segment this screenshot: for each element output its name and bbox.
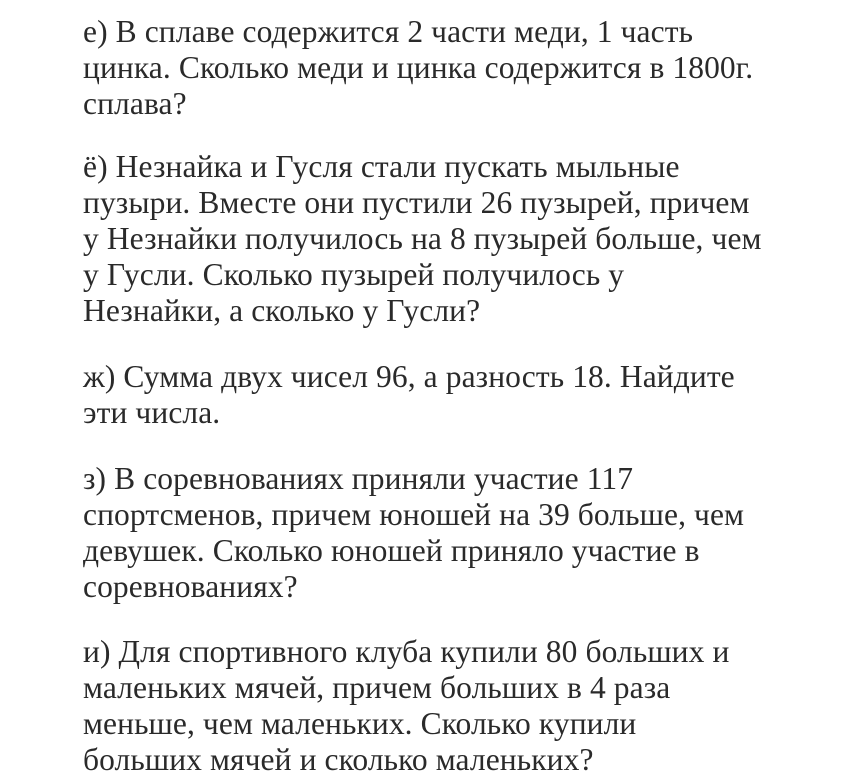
problem-e-line-1: е) В сплаве содержится 2 части меди, 1 часть [83, 14, 694, 49]
problem-i-line-2: маленьких мячей, причем больших в 4 раза [83, 670, 671, 705]
problem-i-line-1: и) Для спортивного клуба купили 80 больших и [83, 634, 730, 669]
problem-z-line-4: соревнованиях? [83, 569, 298, 604]
problem-i [83, 634, 843, 778]
problem-e-line-3: сплава? [83, 86, 187, 121]
problem-e [83, 14, 843, 122]
problem-z [83, 461, 843, 605]
problem-yo-line-5: Незнайки, а сколько у Гусли? [83, 293, 481, 328]
problem-zh-line-2: эти числа. [83, 395, 221, 430]
problem-zh [83, 359, 843, 431]
problem-i-line-3: меньше, чем маленьких. Сколько купили [83, 706, 637, 741]
problem-i-line-4: больших мячей и сколько маленьких? [83, 742, 594, 777]
problem-yo-line-2: пузыри. Вместе они пустили 26 пузырей, причем [83, 185, 750, 220]
problem-z-line-2: спортсменов, причем юношей на 39 больше, чем [83, 497, 745, 532]
problem-z-line-3: девушек. Сколько юношей приняло участие в [83, 533, 700, 568]
problem-yo [83, 149, 843, 329]
problem-list [83, 14, 843, 778]
problem-zh-line-1: ж) Сумма двух чисел 96, а разность 18. Найдите [83, 359, 735, 394]
problem-yo-line-1: ё) Незнайка и Гусля стали пускать мыльные [83, 149, 680, 184]
problem-e-line-2: цинка. Сколько меди и цинка содержится в 1800г. [83, 50, 754, 85]
problem-yo-line-3: у Незнайки получилось на 8 пузырей больше, чем [83, 221, 762, 256]
problem-yo-line-4: у Гусли. Сколько пузырей получилось у [83, 257, 625, 292]
problem-z-line-1: з) В соревнованиях приняли участие 117 [83, 461, 634, 496]
